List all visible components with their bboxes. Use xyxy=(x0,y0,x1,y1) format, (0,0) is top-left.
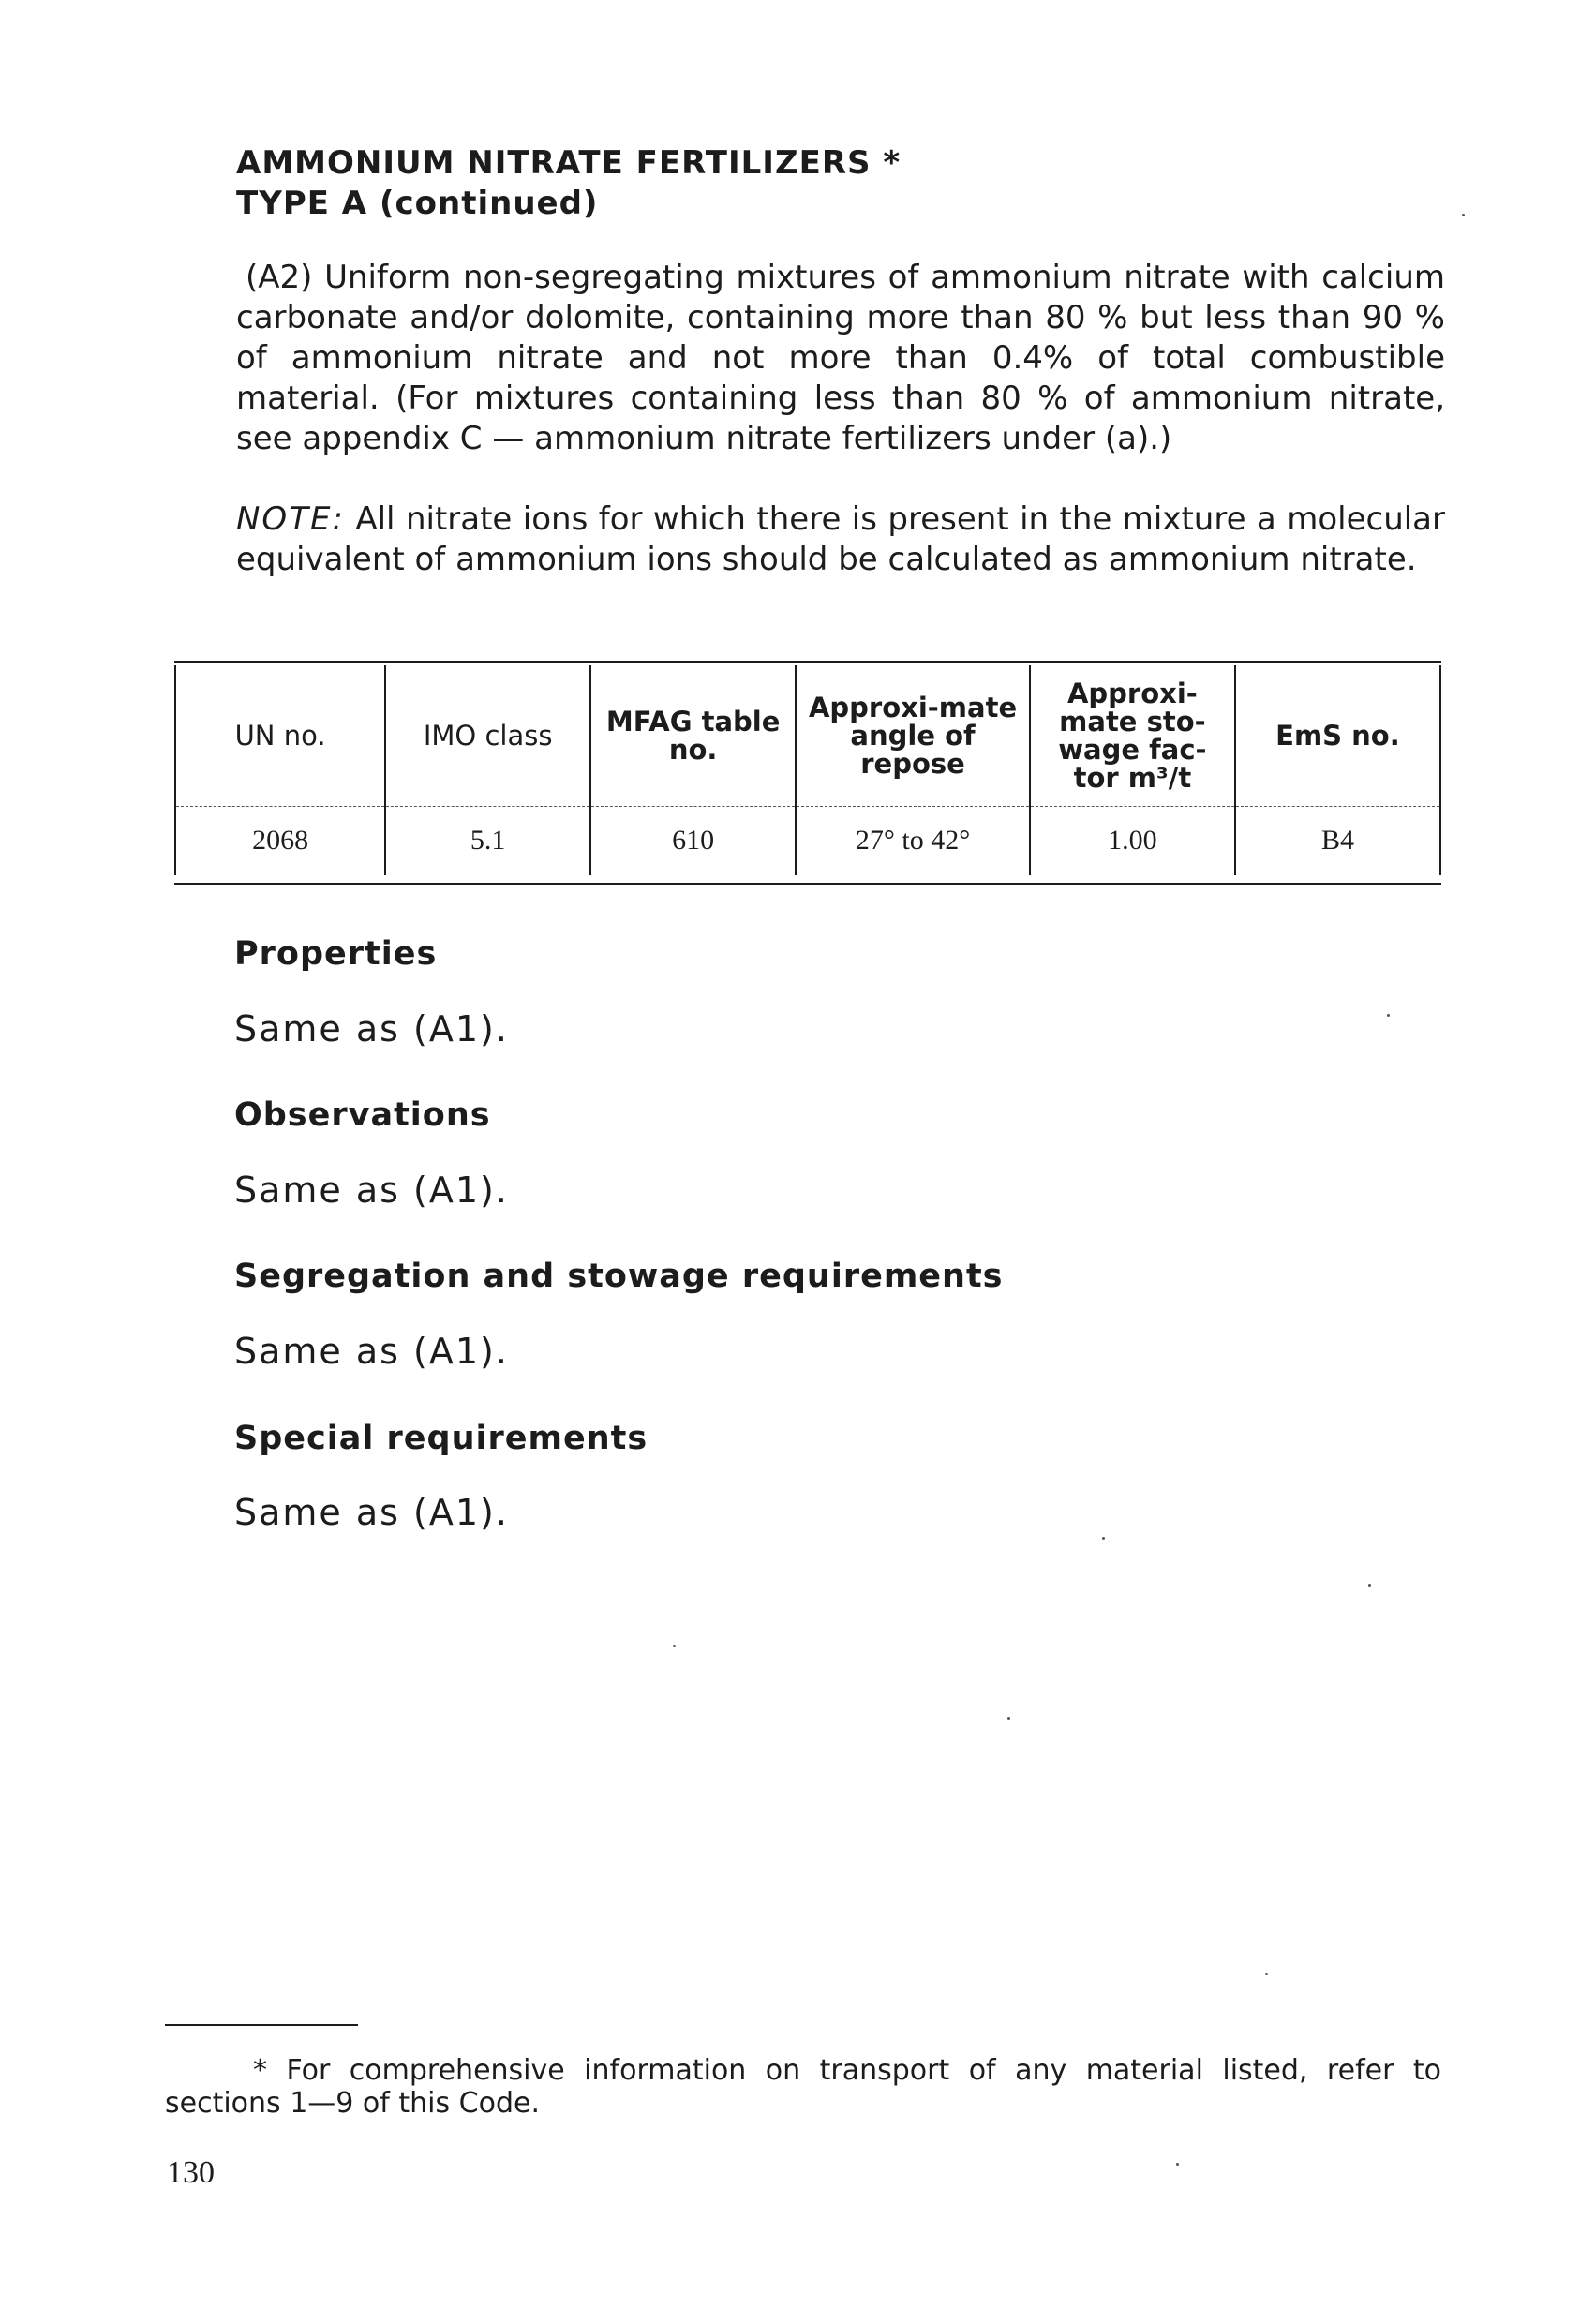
section-text-segregation: Same as (A1). xyxy=(234,1331,509,1372)
scan-speck xyxy=(1387,1014,1390,1017)
note-text: All nitrate ions for which there is present in the mixture a molecular equivalent of ammonium ions should be calculated as ammonium nitrate. xyxy=(236,500,1445,578)
table-bottom-rule xyxy=(174,883,1441,885)
scan-speck xyxy=(1368,1584,1371,1587)
page-title: AMMONIUM NITRATE FERTILIZERS * xyxy=(236,144,902,182)
page-subtitle: TYPE A (continued) xyxy=(236,185,599,222)
cell-mfag-table-no: 610 xyxy=(590,806,796,875)
table-top-rule xyxy=(174,661,1441,663)
section-heading-observations: Observations xyxy=(234,1096,491,1134)
header-angle-of-repose: Approxi-mate angle of repose xyxy=(796,665,1030,806)
footnote-text: * For comprehensive information on transport of any material listed, refer to sections 1—9 of this Code. xyxy=(165,2054,1441,2120)
section-heading-properties: Properties xyxy=(234,935,438,973)
footnote xyxy=(165,2054,1441,2120)
header-ems-no: EmS no. xyxy=(1235,665,1440,806)
section-text-properties: Same as (A1). xyxy=(234,1008,509,1050)
cell-stowage-factor: 1.00 xyxy=(1030,806,1235,875)
header-imo-class: IMO class xyxy=(385,665,590,806)
note-label: NOTE: xyxy=(236,500,345,538)
cell-imo-class: 5.1 xyxy=(385,806,590,875)
section-text-special-requirements: Same as (A1). xyxy=(234,1492,509,1533)
table-row xyxy=(175,806,1440,875)
cell-angle-of-repose: 27° to 42° xyxy=(796,806,1030,875)
scan-speck xyxy=(1176,2163,1179,2166)
scan-speck xyxy=(673,1645,676,1647)
note-paragraph xyxy=(236,499,1445,580)
scan-speck xyxy=(1462,214,1465,216)
section-text-observations: Same as (A1). xyxy=(234,1169,509,1211)
header-mfag-table-no: MFAG table no. xyxy=(590,665,796,806)
header-stowage-factor: Approxi-mate sto-wage fac-tor m³/t xyxy=(1030,665,1235,806)
cell-ems-no: B4 xyxy=(1235,806,1440,875)
cell-un-no: 2068 xyxy=(175,806,385,875)
scan-speck xyxy=(1102,1537,1105,1540)
scan-speck xyxy=(1007,1717,1010,1720)
footnote-rule xyxy=(165,2024,358,2026)
header-un-no: UN no. xyxy=(175,665,385,806)
scan-speck xyxy=(1265,1973,1268,1975)
paragraph-a2: (A2) Uniform non-segregating mixtures of ammonium nitrate with calcium carbonate and/or dolomite, containing more than 80 % but less than 90 % of ammonium nitrate and not more than 0.4% of total combustible material. (For mixtures containing less than 80 % of ammonium nitrate, see appendix C — ammonium nitrate fertilizers under (a).) xyxy=(236,259,1445,457)
page-number: 130 xyxy=(167,2155,215,2190)
section-heading-special-requirements: Special requirements xyxy=(234,1420,648,1457)
section-heading-segregation: Segregation and stowage requirements xyxy=(234,1258,1004,1295)
cargo-data-table xyxy=(174,665,1441,875)
table-header-row xyxy=(175,665,1440,806)
